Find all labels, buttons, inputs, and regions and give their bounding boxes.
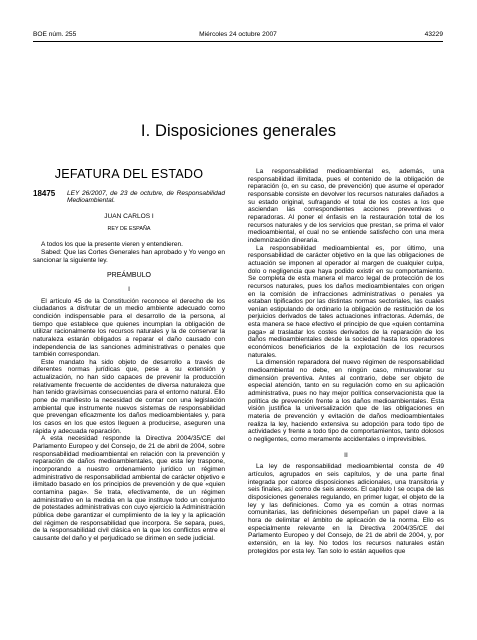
intro-paragraph: A todos los que la presente vieren y entendieren. <box>41 241 183 249</box>
body-paragraph: La responsabilidad medioambiental es, por último, una responsabilidad de carácter objetivo en la que las obligaciones de actuación se imponen al operador al margen de cualquier culpa, dolo o negligencia que haya podido existir en su comportamiento. Se completa de esta manera el marco legal de protección de los recursos naturales, pues los daños medioambientales con origen en la comisión de infracciones administrativas o penales ya estaban tipificados por las distintas normas sectoriales, las cuales venían estipulando de ordinario la obligación de restitución de los perjuicios derivados de tales actuaciones infractoras. Además, de esta manera se hace efectivo el principio de que «quien contamina paga» al trasladar los costes derivados de la reparación de los daños medioambientales desde la sociedad hasta los operadores económicos beneficiarios de la explotación de los recursos naturales. <box>248 244 444 359</box>
header-rule <box>33 41 443 42</box>
section-title: I. Disposiciones generales <box>140 122 337 140</box>
left-column <box>33 168 225 543</box>
body-paragraph: La dimensión reparadora del nuevo régimen de responsabilidad medioambiental no debe, en ningún caso, minusvalorar su dimensión preventiva. Antes al contrario, debe ser objeto de especial atención, tanto en su regulación como en su aplicación administrativa, pues no hay mejor política conservacionista que la política de prevención frente a los daños medioambientales. Esta visión justifica la universalización que de las obligaciones en materia de prevención y evitación de daños medioambientales realiza la ley, haciendo extensiva su adopción para todo tipo de actividades y frente a todo tipo de comportamientos, tanto dolosos o negligentes, como meramente accidentales o imprevisibles. <box>248 359 444 443</box>
law-number: 18475 <box>33 188 56 198</box>
intro-paragraph: Sabed: Que las Cortes Generales han aprobado y Yo vengo en sancionar la siguiente ley. <box>33 248 225 264</box>
law-title: LEY 26/2007, de 23 de octubre, de Responsabilidad Medioambiental. <box>67 189 225 205</box>
bulletin-number: BOE núm. 255 <box>33 31 77 38</box>
body-paragraph: La responsabilidad medioambiental es, además, una responsabilidad ilimitada, pues el contenido de la obligación de reparación (o, en su caso, de prevención) que asume el operador responsable consiste en devolver los recursos naturales dañados a su estado original, sufragando el total de los costes a los que asciendan las correspondientes acciones preventivas o reparadoras. Al poner el énfasis en la restauración total de los recursos naturales y de los servicios que prestan, se prima el valor medioambiental, el cual no se entiende satisfecho con una mera indemnización dineraria. <box>248 168 444 244</box>
king-name: JUAN CARLOS I <box>104 212 154 220</box>
body-paragraph: La ley de responsabilidad medioambiental consta de 49 artículos, agrupados en seis capítulos, y de una parte final integrada por catorce disposiciones adicionales, una transitoria y seis finales, así como de seis anexos. El capítulo I se ocupa de las disposiciones generales regulando, en primer lugar, el objeto de la ley y las definiciones. Como ya es común a otras normas comunitarias, las definiciones desempeñan un papel clave a la hora de delimitar el ámbito de aplicación de la norma. Ello es especialmente relevante en la Directiva 2004/35/CE del Parlamento Europeo y del Consejo, de 21 de abril de 2004, y, por extensión, en la ley. No todos los recursos naturales están protegidos por esta ley. Tan solo lo están aquellos que <box>248 463 444 555</box>
body-paragraph: A esta necesidad responde la Directiva 2004/35/CE del Parlamento Europeo y del Consejo, de 21 de abril de 2004, sobre responsabilidad medioambiental en relación con la prevención y reparación de daños medioambientales, que esta ley traspone, incorporando a nuestro ordenamiento jurídico un régimen administrativo de responsabilidad ambiental de carácter objetivo e ilimitado basado en los principios de prevención y de que «quien contamina paga». Se trata, efectivamente, de un régimen administrativo en la medida en la que instituye todo un conjunto de potestades administrativas con cuyo ejercicio la Administración pública debe garantizar el cumplimiento de la ley y la aplicación del régimen de responsabilidad que incorpora. Se separa, pues, de la responsabilidad civil clásica en la que los conflictos entre el causante del daño y el perjudicado se dirimen en sede judicial. <box>33 435 225 542</box>
preamble-section-number: I <box>128 285 130 293</box>
preamble-section-number: II <box>344 451 348 459</box>
issue-date: Miércoles 24 octubre 2007 <box>199 31 277 38</box>
realm-title: REY DE ESPAÑA <box>107 225 151 232</box>
right-column <box>248 168 444 555</box>
body-paragraph: El artículo 45 de la Constitución reconoce el derecho de los ciudadanos a disfrutar de un medio ambiente adecuado como condición indispensable para el desarrollo de la persona, al tiempo que establece que quienes incumplan la obligación de utilizar racionalmente los recursos naturales y la de conservar la naturaleza estarán obligados a reparar el daño causado con independencia de las sanciones administrativas o penales que también correspondan. <box>33 297 225 359</box>
law-heading <box>33 190 225 205</box>
preamble-heading: PREÁMBULO <box>107 272 151 280</box>
body-paragraph: Este mandato ha sido objeto de desarrollo a través de diferentes normas jurídicas que, pese a su extensión y actualización, no han sido capaces de prevenir la producción relativamente frecuente de accidentes de diversa naturaleza que han tenido gravísimas consecuencias para el entorno natural. Ello pone de manifiesto la necesidad de contar con una legislación ambiental que instrumente nuevos sistemas de responsabilidad que prevengan eficazmente los daños medioambientales y, para los casos en los que estos lleguen a producirse, aseguren una rápida y adecuada reparación. <box>33 358 225 435</box>
issuing-organ: JEFATURA DEL ESTADO <box>54 167 204 181</box>
page-number: 43229 <box>424 31 443 38</box>
